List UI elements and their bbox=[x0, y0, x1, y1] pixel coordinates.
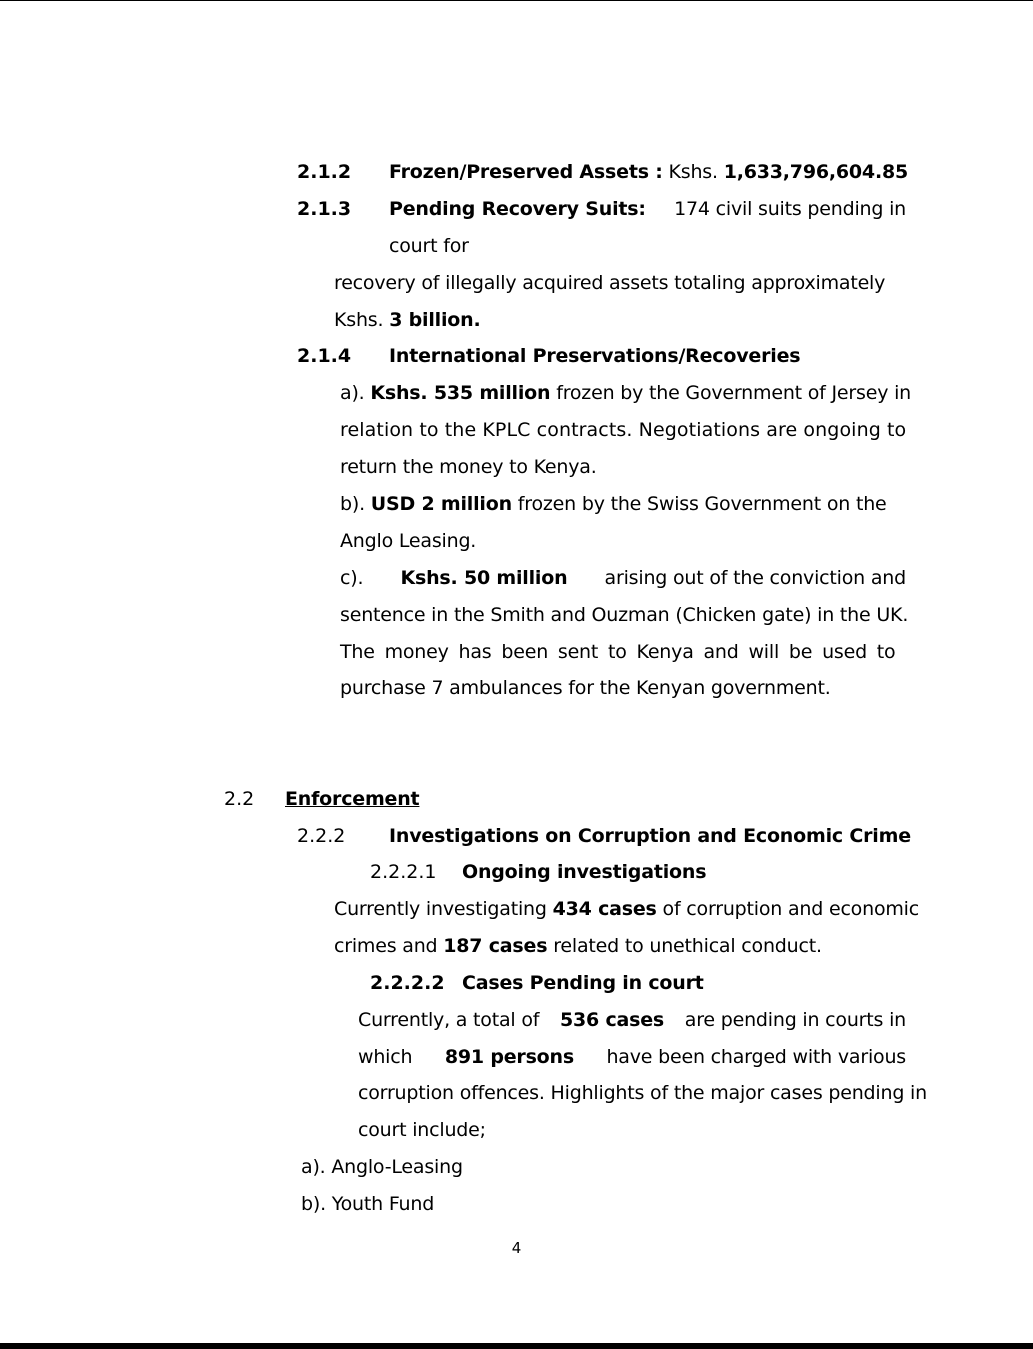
section-number: 2.1.3 bbox=[297, 198, 352, 220]
count: 891 persons bbox=[444, 1046, 574, 1068]
list-item bbox=[340, 566, 906, 590]
section-title: International Preservations/Recoveries bbox=[389, 345, 801, 367]
paragraph-line bbox=[389, 197, 906, 221]
paragraph-line bbox=[334, 897, 920, 921]
text: related to unethical conduct. bbox=[553, 935, 822, 957]
paragraph-line: purchase 7 ambulances for the Kenyan government. bbox=[340, 677, 831, 699]
paragraph-line bbox=[358, 1045, 906, 1069]
section-title: Investigations on Corruption and Economic Crime bbox=[389, 825, 911, 847]
amount: 1,633,796,604.85 bbox=[723, 161, 909, 183]
text: Kshs. bbox=[334, 309, 384, 331]
paragraph-line bbox=[334, 308, 480, 332]
count: 187 cases bbox=[443, 935, 548, 957]
paragraph-line bbox=[358, 1008, 906, 1032]
paragraph-line: corruption offences. Highlights of the major cases pending in bbox=[358, 1082, 927, 1104]
text: of corruption and economic bbox=[662, 898, 920, 920]
section-number: 2.1.4 bbox=[297, 345, 352, 367]
bottom-border bbox=[0, 1343, 1033, 1349]
section-title: Cases Pending in court bbox=[462, 972, 704, 994]
section-title: Enforcement bbox=[285, 788, 420, 810]
section-title: Pending Recovery Suits: bbox=[389, 198, 646, 220]
list-item: b). Youth Fund bbox=[301, 1193, 435, 1215]
text: are pending in courts in bbox=[684, 1009, 906, 1031]
paragraph-line: The money has been sent to Kenya and will be used to bbox=[340, 641, 896, 663]
amount: Kshs. 50 million bbox=[400, 567, 568, 589]
list-item bbox=[340, 381, 911, 405]
paragraph-line bbox=[334, 934, 822, 958]
section-heading-line bbox=[389, 160, 908, 184]
section-number: 2.2 bbox=[224, 788, 255, 810]
paragraph-line: court include; bbox=[358, 1119, 486, 1141]
count: 536 cases bbox=[559, 1009, 665, 1031]
list-item bbox=[340, 492, 906, 516]
text: Kshs. bbox=[668, 161, 718, 183]
section-title: Frozen/Preserved Assets : bbox=[389, 161, 663, 183]
text: crimes and bbox=[334, 935, 438, 957]
section-number: 2.2.2 bbox=[297, 825, 346, 847]
page-number: 4 bbox=[511, 1239, 522, 1257]
text: recovery of illegally acquired assets totaling approximately bbox=[334, 272, 886, 294]
list-marker: a). bbox=[340, 382, 365, 404]
top-border bbox=[0, 0, 1033, 1]
text: arising out of the conviction and bbox=[604, 567, 906, 589]
text: frozen by the Swiss Government on the bbox=[517, 493, 887, 515]
paragraph-line: sentence in the Smith and Ouzman (Chicken gate) in the UK. bbox=[340, 604, 909, 626]
text: Currently investigating bbox=[334, 898, 547, 920]
amount: USD 2 million bbox=[370, 493, 512, 515]
text: Currently, a total of bbox=[358, 1009, 540, 1031]
paragraph-line: return the money to Kenya. bbox=[340, 456, 597, 478]
text: which bbox=[358, 1046, 413, 1068]
section-number: 2.2.2.1 bbox=[370, 861, 437, 883]
list-marker: c). bbox=[340, 567, 364, 589]
paragraph-line: relation to the KPLC contracts. Negotiations are ongoing to bbox=[340, 419, 907, 441]
text: have been charged with various bbox=[606, 1046, 906, 1068]
amount: 3 billion. bbox=[389, 309, 481, 331]
amount: Kshs. 535 million bbox=[370, 382, 551, 404]
section-number: 2.1.2 bbox=[297, 161, 352, 183]
paragraph-line: court for bbox=[389, 235, 469, 257]
text: frozen by the Government of Jersey in bbox=[556, 382, 911, 404]
list-item: a). Anglo-Leasing bbox=[301, 1156, 463, 1178]
text: 174 civil suits pending in bbox=[674, 198, 906, 220]
section-number: 2.2.2.2 bbox=[370, 972, 445, 994]
list-marker: b). bbox=[340, 493, 365, 515]
paragraph-line bbox=[334, 271, 906, 295]
count: 434 cases bbox=[552, 898, 657, 920]
paragraph-line: Anglo Leasing. bbox=[340, 530, 477, 552]
section-title: Ongoing investigations bbox=[462, 861, 707, 883]
